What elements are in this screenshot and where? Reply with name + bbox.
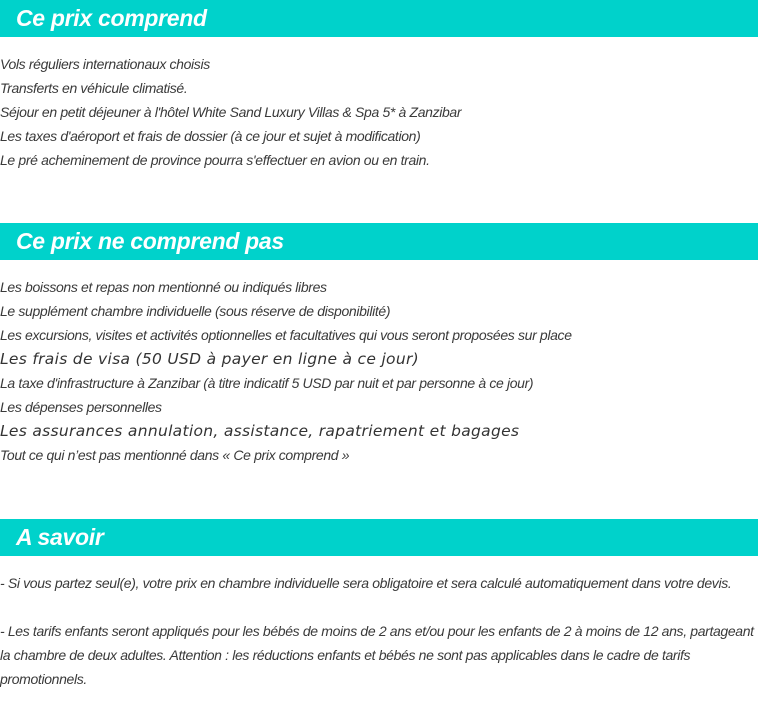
not-included-item: Les excursions, visites et activités optionnelles et facultatives qui vous seront proposées sur place: [0, 327, 572, 343]
not-included-item: Les frais de visa (50 USD à payer en ligne à ce jour): [0, 350, 419, 368]
good-to-know-paragraph: - Les tarifs enfants seront appliqués pour les bébés de moins de 2 ans et/ou pour les enfants de 2 à moins de 12 ans, partageant la chambre de deux adultes. Attention : les réductions enfants et bébés ne sont pas applicables dans le cadre de tarifs promotionnels.: [0, 623, 754, 687]
good-to-know-paragraph: - Si vous partez seul(e), votre prix en chambre individuelle sera obligatoire et sera calculé automatiquement dans votre devis.: [0, 575, 732, 591]
section-title-included: Ce prix comprend: [16, 5, 207, 31]
section-header-good-to-know: [0, 519, 758, 556]
included-item: Transferts en véhicule climatisé.: [0, 80, 188, 96]
not-included-item: Les dépenses personnelles: [0, 399, 162, 415]
included-item: Vols réguliers internationaux choisis: [0, 56, 210, 72]
included-item: Les taxes d'aéroport et frais de dossier (à ce jour et sujet à modification): [0, 128, 421, 144]
not-included-item: Le supplément chambre individuelle (sous réserve de disponibilité): [0, 303, 391, 319]
included-list: [0, 52, 758, 172]
included-item: Le pré acheminement de province pourra s'effectuer en avion ou en train.: [0, 152, 430, 168]
not-included-item: Tout ce qui n’est pas mentionné dans « Ce prix comprend »: [0, 447, 350, 463]
not-included-list: [0, 275, 758, 467]
section-header-included: [0, 0, 758, 37]
not-included-item: Les assurances annulation, assistance, rapatriement et bagages: [0, 422, 520, 440]
section-header-not-included: [0, 223, 758, 260]
section-title-good-to-know: A savoir: [16, 524, 104, 550]
section-title-not-included: Ce prix ne comprend pas: [16, 228, 284, 254]
included-item: Séjour en petit déjeuner à l'hôtel White Sand Luxury Villas & Spa 5* à Zanzibar: [0, 104, 462, 120]
not-included-item: La taxe d'infrastructure à Zanzibar (à titre indicatif 5 USD par nuit et par personne à ce jour): [0, 375, 534, 391]
not-included-item: Les boissons et repas non mentionné ou indiqués libres: [0, 279, 327, 295]
